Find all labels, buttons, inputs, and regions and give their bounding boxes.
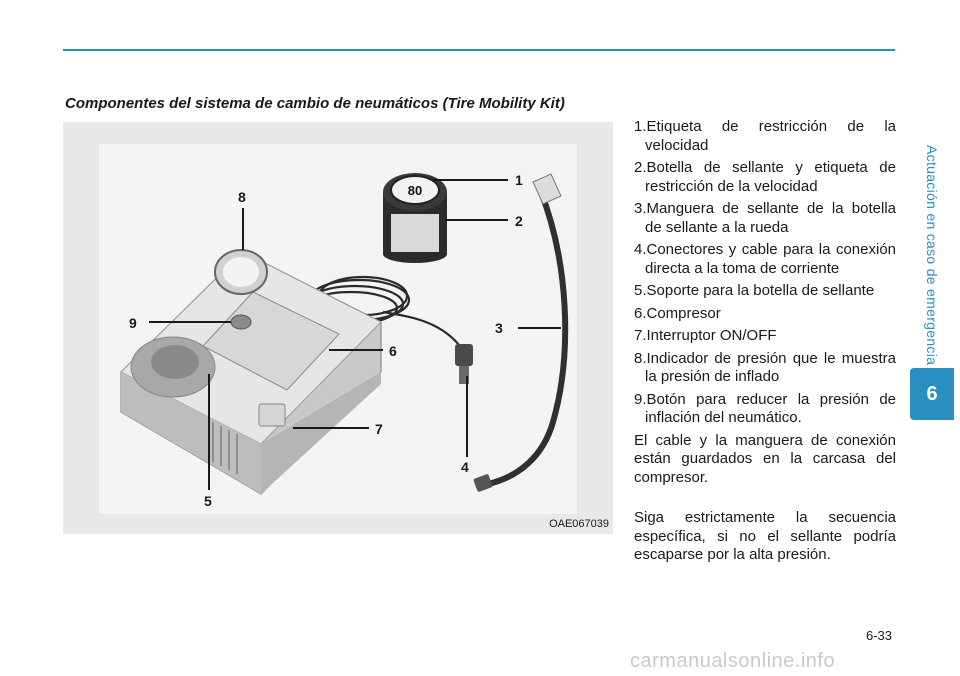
watermark: carmanualsonline.info [630, 650, 836, 672]
list-item: 8.Indicador de presión que le muestra la presión de inflado [634, 349, 896, 385]
header-rule [63, 49, 895, 51]
callout-8: 8 [238, 189, 246, 205]
list-item: 6.Compresor [634, 304, 721, 322]
bottle-speed-label: 80 [407, 183, 423, 198]
callout-2: 2 [515, 213, 523, 229]
list-item: 1.Etiqueta de restricción de la velocidad [634, 118, 896, 154]
component-list [634, 118, 896, 428]
callout-3: 3 [495, 320, 503, 336]
figure-code: OAE067039 [549, 518, 609, 530]
callout-1: 1 [515, 172, 523, 188]
list-item: 4.Conectores y cable para la conexión directa a la toma de corriente [634, 241, 896, 277]
callout-5: 5 [204, 493, 212, 509]
callout-4: 4 [461, 459, 469, 475]
section-title: Componentes del sistema de cambio de neumáticos (Tire Mobility Kit) [65, 95, 565, 112]
list-item: 9.Botón para reducer la presión de inflación del neumático. [634, 390, 896, 426]
page-number: 6-33 [866, 628, 893, 643]
sealant-bottle [383, 173, 447, 263]
list-item: 2.Botella de sellante y etiqueta de restricción de la velocidad [634, 159, 896, 195]
component-text-column [634, 118, 896, 565]
sequence-warning: Siga estrictamente la secuencia específica, si no el sellante podría escaparse por la alta presión. [634, 509, 896, 563]
chapter-side-title: Actuación en caso de emergencia [924, 144, 940, 366]
callout-9: 9 [129, 315, 137, 331]
storage-note: El cable y la manguera de conexión están guardados en la carcasa del compresor. [634, 431, 896, 486]
chapter-tab[interactable]: 6 [910, 368, 954, 420]
kit-illustration [63, 122, 613, 534]
list-item: 7.Interruptor ON/OFF [634, 327, 777, 344]
callout-7: 7 [375, 421, 383, 437]
tire-mobility-kit-figure [63, 122, 613, 534]
list-item: 5.Soporte para la botella de sellante [634, 282, 875, 299]
list-item: 3.Manguera de sellante de la botella de sellante a la rueda [634, 200, 896, 236]
callout-6: 6 [389, 343, 397, 359]
